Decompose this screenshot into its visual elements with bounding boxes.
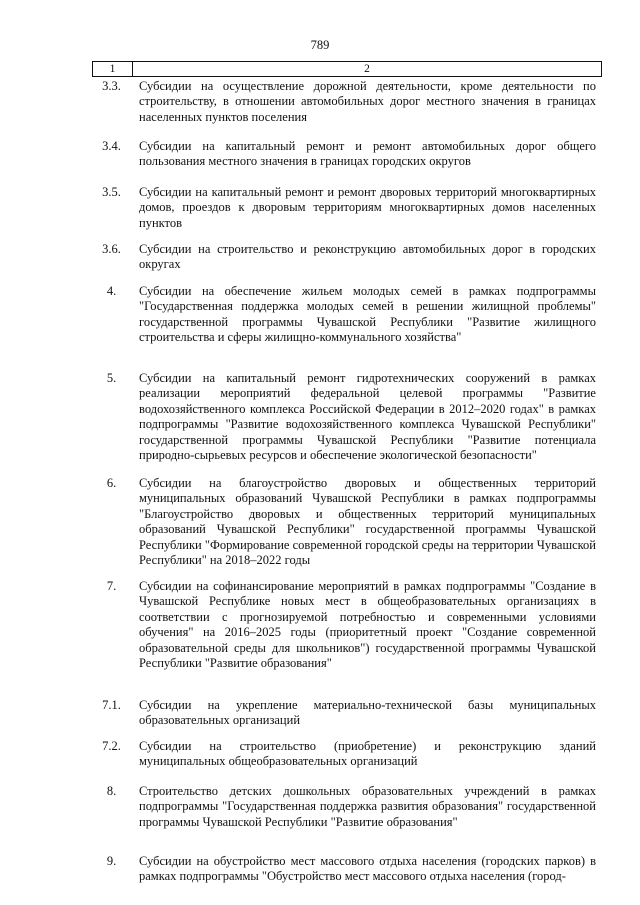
row-number: 9. [106,854,117,868]
row-text: Субсидии на благоустройство дворовых и общественных территорий муниципальных образований Чувашской Республики в рамках подпрограммы "Благоустройство дворовых и общественных территорий муниципальных образований Чувашской Республики" государственной программы Чувашской Республики "Формирование современной городской среды на территории Чувашской Республики" на 2018–2022 годы [139,476,596,568]
row-text: Строительство детских дошкольных образовательных учреждений в рамках подпрограммы "Государственная поддержка развития образования" государственной программы Чувашской Республики "Развитие образования" [139,784,596,829]
row-text: Субсидии на укрепление материально-технической базы муниципальных образовательных организаций [139,698,596,728]
row-number: 3.5. [102,185,121,199]
table-body [92,76,600,891]
row-number: 6. [106,476,117,490]
table-row [92,182,600,239]
header-column-2: 2 [364,63,370,75]
row-text: Субсидии на капитальный ремонт и ремонт дворовых территорий многоквартирных домов, проездов к дворовым территориям многоквартирных домов населенных пунктов [139,185,596,230]
row-number: 3.4. [102,139,121,153]
row-number: 7.2. [102,739,121,753]
table-row [92,368,600,473]
row-text: Субсидии на осуществление дорожной деятельности, кроме деятельности по строительству, в отношении автомобильных дорог местного значения в границах населенных пунктов поселения [139,79,596,124]
table-row [92,239,600,281]
table-row [92,76,600,136]
table-row [92,281,600,368]
row-number: 8. [106,784,117,798]
row-number: 5. [106,371,117,385]
page-number: 789 [310,38,330,52]
table-row [92,136,600,182]
row-text: Субсидии на капитальный ремонт гидротехнических сооружений в рамках реализации мероприятий федеральной целевой программы "Развитие водохозяйственного комплекса Российской Федерации в 2012–2020 годах" в рамках подпрограммы "Развитие водохозяйственного комплекса Чувашской Республики" государственной программы Чувашской Республики "Развитие потенциала природно-сырьевых ресурсов и обеспечение экологической безопасности" [139,371,596,463]
table-row [92,781,600,851]
row-number: 7. [106,579,117,593]
row-number: 7.1. [102,698,121,712]
table-row [92,851,600,891]
row-text: Субсидии на строительство (приобретение) и реконструкцию зданий муниципальных общеобразовательных организаций [139,739,596,769]
row-text: Субсидии на софинансирование мероприятий в рамках подпрограммы "Создание в Чувашской Республике новых мест в общеобразовательных организациях в соответствии с прогнозируемой потребностью и современными условиями обучения" на 2016–2025 годы (приоритетный проект "Создание современной образовательной среды для школьников") государственной программы Чувашской Республики "Развитие образования" [139,579,596,671]
row-text: Субсидии на строительство и реконструкцию автомобильных дорог в городских округах [139,242,596,272]
row-text: Субсидии на капитальный ремонт и ремонт автомобильных дорог общего пользования местного значения в границах городских округов [139,139,596,169]
row-text: Субсидии на обустройство мест массового отдыха населения (городских парков) в рамках подпрограммы "Обустройство мест массового отдыха населения (город- [139,854,596,884]
table-row [92,473,600,576]
row-number: 3.3. [102,79,121,93]
table-header [92,61,602,77]
row-number: 3.6. [102,242,121,256]
table-row [92,736,600,781]
table-row [92,695,600,736]
row-text: Субсидии на обеспечение жильем молодых семей в рамках подпрограммы "Государственная поддержка молодых семей в решении жилищной проблемы" государственной программы Чувашской Республики "Развитие жилищного строительства и сферы жилищно-коммунального хозяйства" [139,284,596,345]
header-column-1: 1 [93,62,133,76]
row-number: 4. [106,284,117,298]
table-row [92,576,600,695]
